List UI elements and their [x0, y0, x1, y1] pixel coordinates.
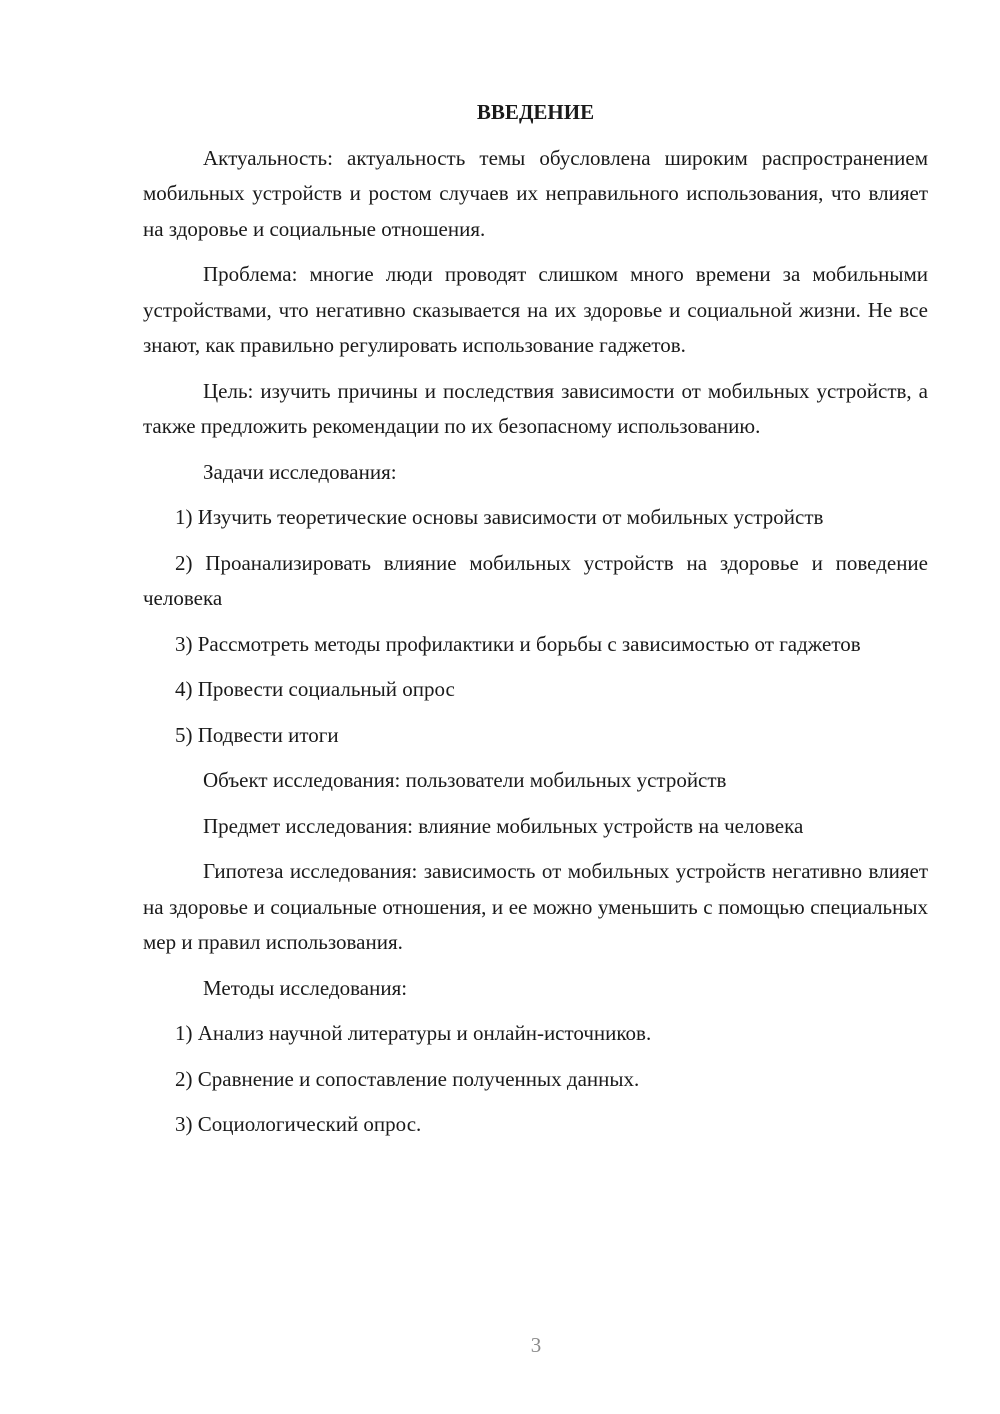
object-paragraph: Объект исследования: пользователи мобильных устройств [203, 768, 727, 792]
method-item-1: 1) Анализ научной литературы и онлайн-источников. [175, 1021, 652, 1045]
relevance-paragraph: Актуальность: актуальность темы обусловлена широким распространением мобильных устройств и ростом случаев их неправильного использования, что влияет на здоровье и социальные отношения. [143, 145, 928, 241]
document-body [143, 95, 928, 1153]
task-item-2: 2) Проанализировать влияние мобильных устройств на здоровье и поведение человека [143, 550, 928, 610]
section-title: ВВЕДЕНИЕ [476, 100, 595, 124]
methods-heading: Методы исследования: [203, 975, 408, 1000]
task-item-1: 1) Изучить теоретические основы зависимости от мобильных устройств [175, 505, 824, 529]
problem-paragraph: Проблема: многие люди проводят слишком много времени за мобильными устройствами, что негативно сказывается на их здоровье и социальной жизни. Не все знают, как правильно регулировать использование гаджетов. [143, 262, 928, 357]
page-number: 3 [530, 1333, 542, 1357]
task-item-3: 3) Рассмотреть методы профилактики и борьбы с зависимостью от гаджетов [175, 631, 861, 656]
task-item-5: 5) Подвести итоги [175, 722, 339, 747]
subject-paragraph: Предмет исследования: влияние мобильных устройств на человека [203, 813, 804, 838]
method-item-2: 2) Сравнение и сопоставление полученных данных. [175, 1066, 640, 1091]
task-item-4: 4) Провести социальный опрос [175, 677, 455, 701]
tasks-heading: Задачи исследования: [203, 459, 397, 484]
hypothesis-paragraph: Гипотеза исследования: зависимость от мобильных устройств негативно влияет на здоровье и социальные отношения, и ее можно уменьшить с помощью специальных мер и правил использования. [143, 859, 928, 954]
goal-paragraph: Цель: изучить причины и последствия зависимости от мобильных устройств, а также предложить рекомендации по их безопасному использованию. [143, 378, 928, 438]
method-item-3: 3) Социологический опрос. [175, 1112, 422, 1136]
